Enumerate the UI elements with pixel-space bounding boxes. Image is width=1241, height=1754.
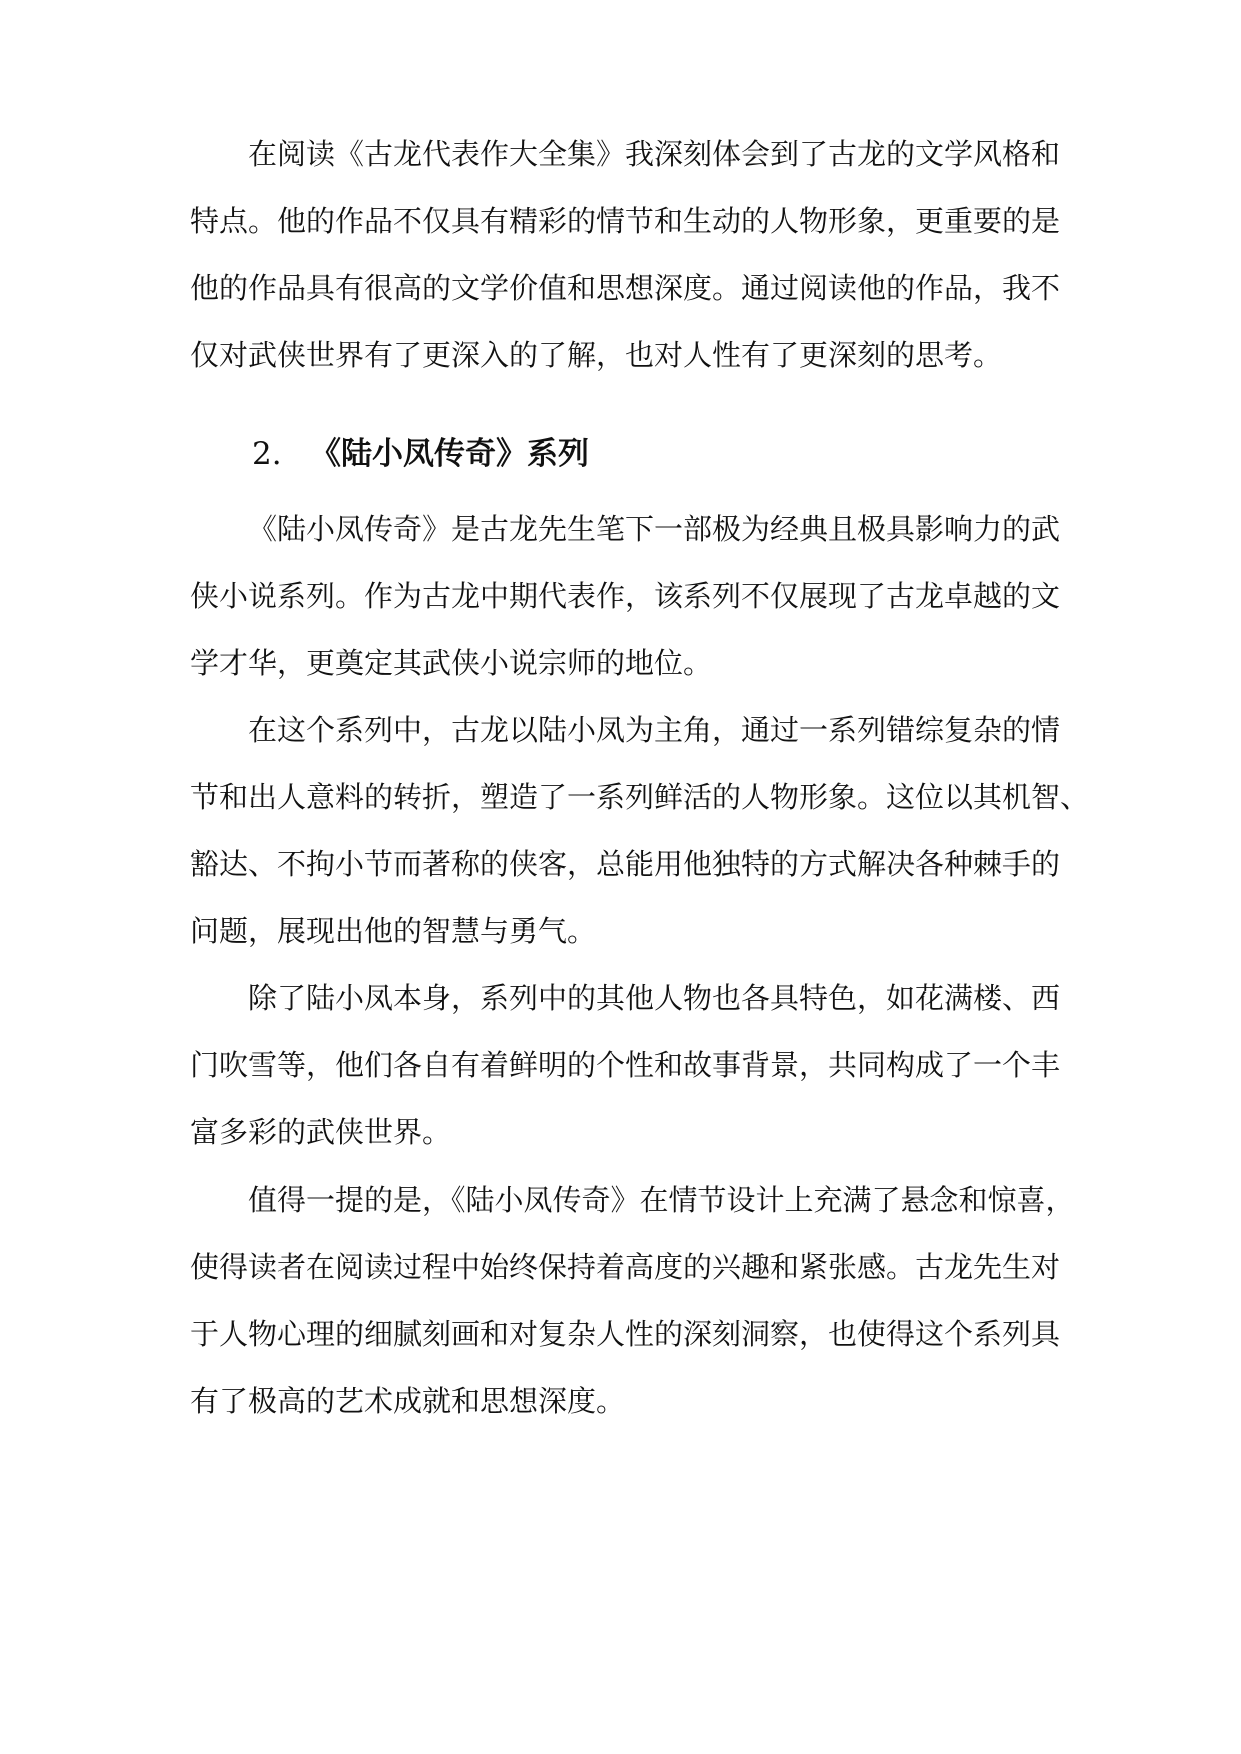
paragraph-line: 在这个系列中，古龙以陆小凤为主角，通过一系列错综复杂的情 [248, 713, 1061, 747]
paragraph-line: 学才华，更奠定其武侠小说宗师的地位。 [190, 646, 713, 680]
section-number: 2. [252, 436, 282, 472]
paragraph-line: 于人物心理的细腻刻画和对复杂人性的深刻洞察，也使得这个系列具 [190, 1317, 1061, 1351]
paragraph-line: 除了陆小凤本身，系列中的其他人物也各具特色，如花满楼、西 [248, 981, 1061, 1015]
paragraph-line: 有了极高的艺术成就和思想深度。 [190, 1384, 626, 1418]
paragraph-line: 值得一提的是，《陆小凤传奇》在情节设计上充满了悬念和惊喜， [248, 1183, 1075, 1217]
paragraph-line: 在阅读《古龙代表作大全集》我深刻体会到了古龙的文学风格和 [248, 137, 1061, 171]
paragraph-line: 富多彩的武侠世界。 [190, 1115, 452, 1149]
paragraph-line: 《陆小凤传奇》是古龙先生笔下一部极为经典且极具影响力的武 [248, 512, 1061, 546]
paragraph-line: 他的作品具有很高的文学价值和思想深度。通过阅读他的作品，我不 [190, 271, 1061, 305]
section-heading [252, 432, 589, 476]
paragraph-line: 门吹雪等，他们各自有着鲜明的个性和故事背景，共同构成了一个丰 [190, 1048, 1061, 1082]
paragraph-line: 特点。他的作品不仅具有精彩的情节和生动的人物形象，更重要的是 [190, 204, 1061, 238]
paragraph-line: 仅对武侠世界有了更深入的了解，也对人性有了更深刻的思考。 [190, 338, 1003, 372]
paragraph-line: 豁达、不拘小节而著称的侠客，总能用他独特的方式解决各种棘手的 [190, 847, 1061, 881]
paragraph-line: 节和出人意料的转折，塑造了一系列鲜活的人物形象。这位以其机智、 [190, 780, 1090, 814]
paragraph-line: 侠小说系列。作为古龙中期代表作，该系列不仅展现了古龙卓越的文 [190, 579, 1061, 613]
paragraph-line: 使得读者在阅读过程中始终保持着高度的兴趣和紧张感。古龙先生对 [190, 1250, 1061, 1284]
section-title: 《陆小凤传奇》系列 [310, 436, 589, 472]
paragraph-line: 问题，展现出他的智慧与勇气。 [190, 914, 597, 948]
